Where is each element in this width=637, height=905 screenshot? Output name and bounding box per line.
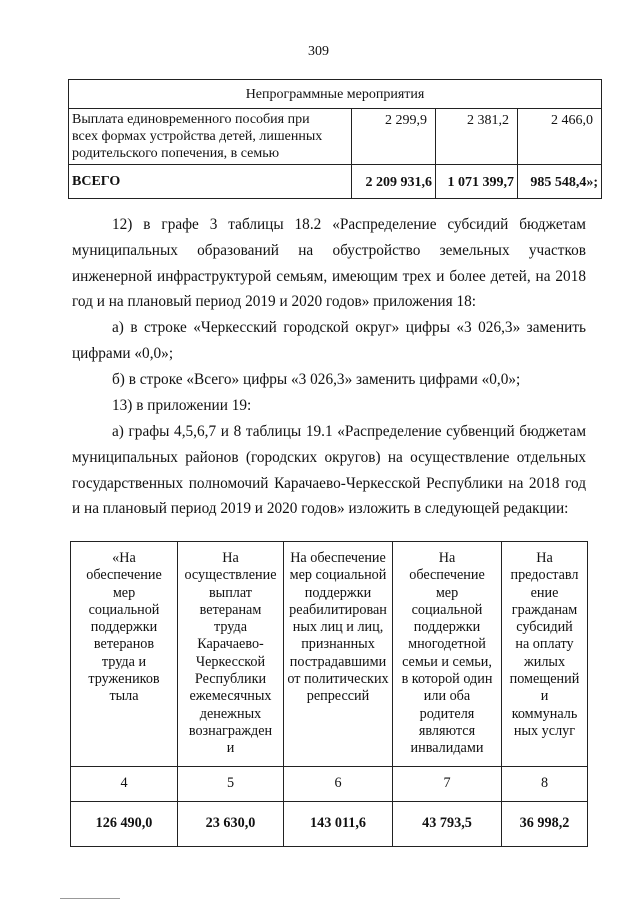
value-cell: 23 630,0 bbox=[178, 802, 284, 847]
column-numbers-row bbox=[71, 767, 588, 802]
table-row bbox=[69, 109, 602, 165]
page-number: 309 bbox=[308, 44, 329, 59]
total-value-2018: 2 209 931,6 bbox=[352, 165, 436, 199]
footer-rule bbox=[60, 898, 120, 899]
column-header-8: На предоставл ение гражданам субсидий на оплату жилых помещений и коммуналь ных услуг bbox=[502, 542, 588, 767]
column-header-4: «На обеспечение мер социальной поддержки ветеранов труда и тружеников тыла bbox=[71, 542, 178, 767]
subventions-table bbox=[70, 541, 588, 847]
row-value-2019: 2 381,2 bbox=[436, 109, 518, 165]
paragraph-item-12a: а) в строке «Черкесский городской округ» цифры «3 026,3» заменить цифрами «0,0»; bbox=[72, 319, 586, 362]
total-value-2019: 1 071 399,7 bbox=[436, 165, 518, 199]
row-value-2018: 2 299,9 bbox=[352, 109, 436, 165]
value-cell: 126 490,0 bbox=[71, 802, 178, 847]
column-header-5: На осуществление выплат ветеранам труда Карачаево- Черкесской Республики ежемесячных денежных вознагражден и bbox=[178, 542, 284, 767]
total-row bbox=[69, 165, 602, 199]
section-header: Непрограммные мероприятия bbox=[69, 80, 602, 109]
column-number: 6 bbox=[284, 767, 393, 802]
column-number: 7 bbox=[393, 767, 502, 802]
paragraph-item-13a: а) графы 4,5,6,7 и 8 таблицы 19.1 «Распределение субвенций бюджетам муниципальных районов (городских округов) на осуществление отдельных государственных полномочий Карачаево-Черкесской Республики на 2018 год и на плановый период 2019 и 2020 годов» изложить в следующей редакции: bbox=[72, 423, 586, 518]
total-value-2020: 985 548,4»; bbox=[518, 165, 602, 199]
row-label-line: всех формах устройства детей, лишенных bbox=[72, 129, 323, 144]
row-value-2020: 2 466,0 bbox=[518, 109, 602, 165]
paragraph-item-13: 13) в приложении 19: bbox=[112, 397, 252, 414]
column-number: 4 bbox=[71, 767, 178, 802]
column-header-6: На обеспечение мер социальной поддержки реабилитирован ных лиц и лиц, признанных пострадавшими от политических репрессий bbox=[284, 542, 393, 767]
row-label-line: родительского попечения, в семью bbox=[72, 146, 280, 161]
row-label bbox=[69, 109, 352, 165]
value-cell: 143 011,6 bbox=[284, 802, 393, 847]
row-label-line: Выплата единовременного пособия при bbox=[72, 112, 310, 127]
values-row bbox=[71, 802, 588, 847]
column-header-7: На обеспечение мер социальной поддержки многодетной семьи и семьи, в которой один или оба родителя являются инвалидами bbox=[393, 542, 502, 767]
column-number: 5 bbox=[178, 767, 284, 802]
paragraph-item-12: 12) в графе 3 таблицы 18.2 «Распределение субсидий бюджетам муниципальных образований на обустройство земельных участков инженерной инфраструктурой семьям, имеющим трех и более детей, на 2018 год и на плановый период 2019 и 2020 годов» приложения 18: bbox=[72, 216, 586, 311]
column-number: 8 bbox=[502, 767, 588, 802]
value-cell: 43 793,5 bbox=[393, 802, 502, 847]
funding-table bbox=[68, 79, 602, 199]
total-label: ВСЕГО bbox=[69, 165, 352, 199]
paragraph-item-12b: б) в строке «Всего» цифры «3 026,3» заменить цифрами «0,0»; bbox=[112, 371, 521, 388]
value-cell: 36 998,2 bbox=[502, 802, 588, 847]
